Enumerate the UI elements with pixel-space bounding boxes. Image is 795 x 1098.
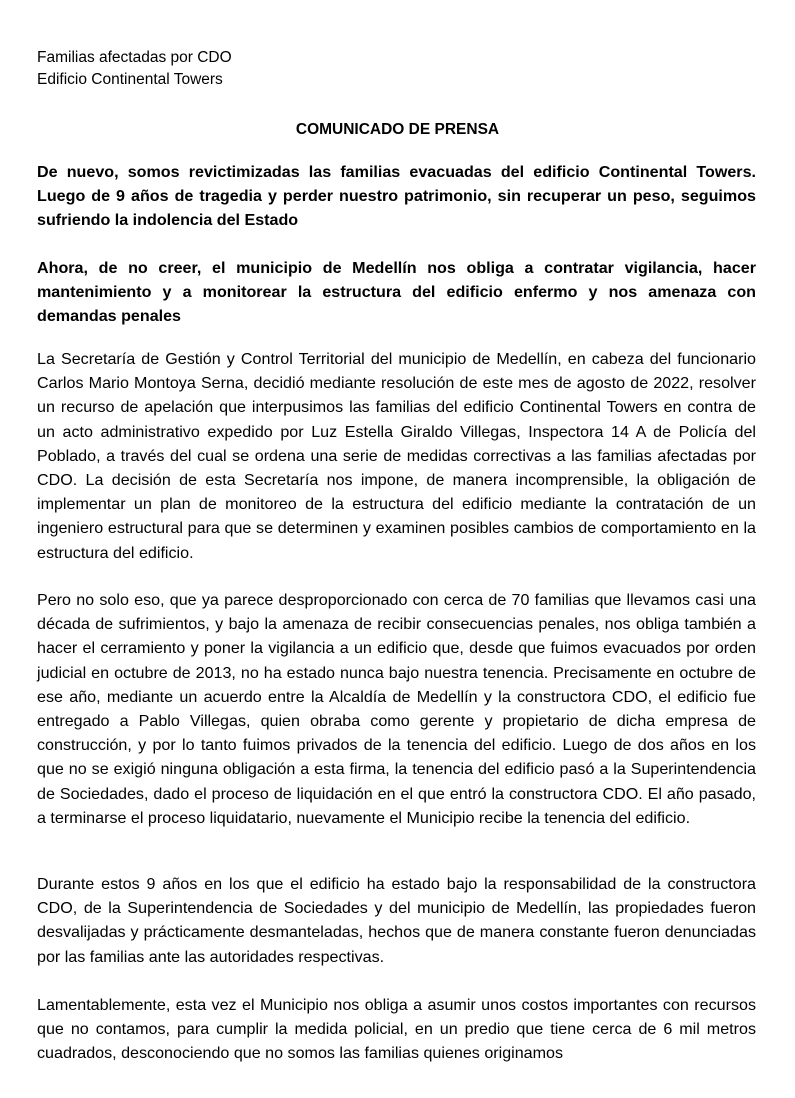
body-paragraph-history: Durante estos 9 años en los que el edificio ha estado bajo la responsabilidad de la constructora CDO, de la Superintendencia de Sociedades y del municipio de Medellín, las propiedades fueron desvalijadas y prácticamente desmanteladas, hechos que de manera constante fueron denunciadas por las familias ante las autoridades respectivas. xyxy=(37,875,756,966)
sender-header xyxy=(37,47,232,91)
sender-line-families: Familias afectadas por CDO xyxy=(37,49,232,66)
body-paragraph-obligations: Pero no solo eso, que ya parece desproporcionado con cerca de 70 familias que llevamos casi una década de sufrimientos, y bajo la amenaza de recibir consecuencias penales, nos obliga también a hacer el cerramiento y poner la vigilancia a un edificio que, desde que fuimos evacuados por orden judicial en octubre de 2013, no ha estado nunca bajo nuestra tenencia. Precisamente en octubre de ese año, mediante un acuerdo entre la Alcaldía de Medellín y la constructora CDO, el edificio fue entregado a Pablo Villegas, quien obraba como gerente y propietario de dicha empresa de construcción, y por lo tanto fuimos privados de la tenencia del edificio. Luego de dos años en los que no se exigió ninguna obligación a esta firma, la tenencia del edificio pasó a la Superintendencia de Sociedades, dado el proceso de liquidación en el que entró la constructora CDO. El año pasado, a terminarse el proceso liquidatario, nuevamente el Municipio recibe la tenencia del edificio. xyxy=(37,591,756,827)
lead-paragraph: De nuevo, somos revictimizadas las familias evacuadas del edificio Continental Towers. Luego de 9 años de tragedia y perder nuestro patrimonio, sin recuperar un peso, seguimos sufriendo la indolencia del Estado xyxy=(37,163,756,229)
body-paragraph-resolution: La Secretaría de Gestión y Control Territorial del municipio de Medellín, en cabeza del funcionario Carlos Mario Montoya Serna, decidió mediante resolución de este mes de agosto de 2022, resolver un recurso de apelación que interpusimos las familias del edificio Continental Towers en contra de un acto administrativo expedido por Luz Estella Giraldo Villegas, Inspectora 14 A de Policía del Poblado, a través del cual se ordena una serie de medidas correctivas a las familias afectadas por CDO. La decisión de esta Secretaría nos impone, de manera incomprensible, la obligación de implementar un plan de monitoreo de la estructura del edificio mediante la contratación de un ingeniero estructural para que se determinen y examinen posibles cambios de comportamiento en la estructura del edificio. xyxy=(37,350,756,562)
sender-line-building: Edificio Continental Towers xyxy=(37,71,223,88)
document-title: COMUNICADO DE PRENSA xyxy=(295,121,500,138)
body-paragraph-costs: Lamentablemente, esta vez el Municipio nos obliga a asumir unos costos importantes con recursos que no contamos, para cumplir la medida policial, en un predio que tiene cerca de 6 mil metros cuadrados, desconociendo que no somos las familias quienes originamos xyxy=(37,996,756,1063)
subheading-paragraph: Ahora, de no creer, el municipio de Medellín nos obliga a contratar vigilancia, hacer mantenimiento y a monitorear la estructura del edificio enfermo y nos amenaza con demandas penales xyxy=(37,259,756,325)
